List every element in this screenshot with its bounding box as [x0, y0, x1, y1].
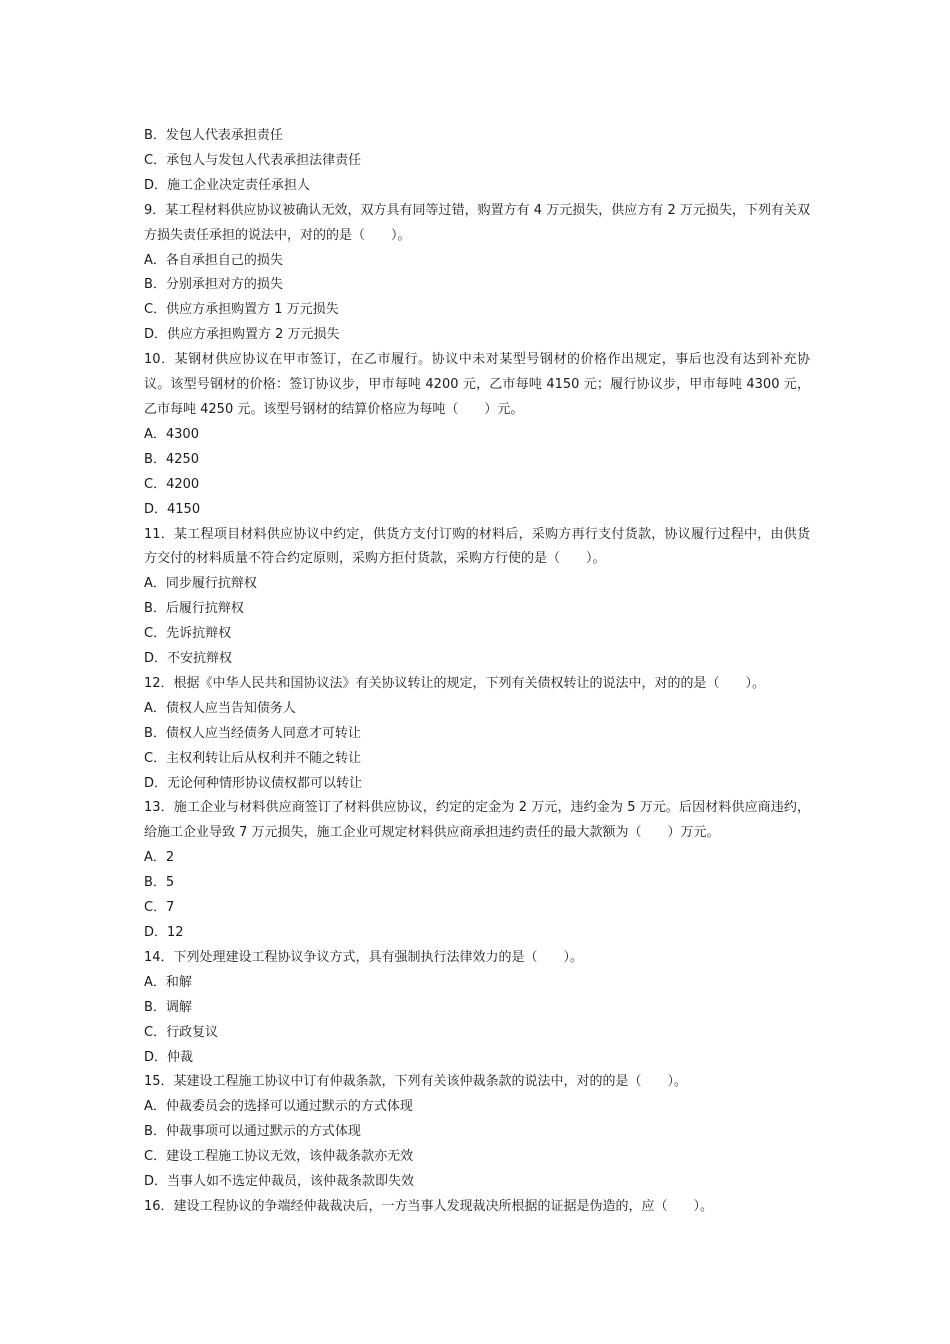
- question-text: 14．下列处理建设工程协议争议方式，具有强制执行法律效力的是（ ）。: [144, 949, 584, 965]
- answer-option: C．先诉抗辩权: [144, 626, 232, 642]
- question-text: 11．某工程项目材料供应协议中约定，供货方支付订购的材料后，采购方再行支付货款，协议履行过程中，由供货方交付的材料质量不符合约定原则，采购方拒付货款，采购方行使的是（ ）。: [144, 526, 810, 567]
- answer-option: B．5: [144, 875, 175, 891]
- answer-option: B．调解: [144, 999, 192, 1015]
- answer-option: D．4150: [144, 501, 201, 517]
- answer-option: C．行政复议: [144, 1024, 219, 1040]
- answer-option: B．仲裁事项可以通过默示的方式体现: [144, 1124, 361, 1140]
- answer-option: D．12: [144, 925, 184, 940]
- question-text: 13．施工企业与材料供应商签订了材料供应协议，约定的定金为 2 万元，违约金为 5 万元。后因材料供应商违约，给施工企业导致 7 万元损失，施工企业可规定材料供应商承担违约责任的最大款额为（ ）万元。: [144, 800, 810, 841]
- answer-option: A．2: [144, 850, 175, 866]
- question-text: 10．某钢材供应协议在甲市签订，在乙市履行。协议中未对某型号钢材的价格作出规定，事后也没有达到补充协议。该型号钢材的价格：签订协议步，甲市每吨 4200 元，乙市每吨 4150 元；履行协议步，甲市每吨 4300 元，乙市每吨 4250 元。该型号钢材的结算价格应为每吨（ ）元。: [144, 352, 810, 417]
- answer-option: C．7: [144, 900, 175, 916]
- answer-option: A．债权人应当告知债务人: [144, 700, 296, 716]
- answer-option: B．发包人代表承担责任: [144, 128, 283, 143]
- answer-option: C．建设工程施工协议无效，该仲裁条款亦无效: [144, 1149, 414, 1165]
- answer-option: D．无论何种情形协议债权都可以转让: [144, 775, 363, 791]
- answer-option: C．供应方承担购置方 1 万元损失: [144, 302, 339, 318]
- question-text: 12．根据《中华人民共和国协议法》有关协议转让的规定，下列有关债权转让的说法中，对的的是（ ）。: [144, 675, 766, 691]
- answer-option: A．同步履行抗辩权: [144, 576, 257, 592]
- answer-option: D．供应方承担购置方 2 万元损失: [144, 327, 340, 343]
- answer-option: B．后履行抗辩权: [144, 601, 244, 617]
- question-text: 16．建设工程协议的争端经仲裁裁决后，一方当事人发现裁决所根据的证据是伪造的，应（ ）。: [144, 1198, 714, 1214]
- answer-option: A．和解: [144, 974, 192, 990]
- document-body: [144, 124, 810, 1220]
- answer-option: C．承包人与发包人代表承担法律责任: [144, 152, 362, 168]
- question-text: 15．某建设工程施工协议中订有仲裁条款，下列有关该仲裁条款的说法中，对的的是（ ）。: [144, 1074, 688, 1090]
- answer-option: A．仲裁委员会的选择可以通过默示的方式体现: [144, 1099, 413, 1115]
- answer-option: A．4300: [144, 426, 199, 442]
- question-text: 9．某工程材料供应协议被确认无效，双方具有同等过错，购置方有 4 万元损失，供应方有 2 万元损失，下列有关双方损失责任承担的说法中，对的的是（ ）。: [144, 202, 810, 243]
- answer-option: A．各自承担自己的损失: [144, 252, 283, 268]
- answer-option: B．债权人应当经债务人同意才可转让: [144, 725, 361, 741]
- answer-option: D．仲裁: [144, 1049, 194, 1065]
- answer-option: B．4250: [144, 451, 200, 467]
- answer-option: D．施工企业决定责任承担人: [144, 177, 311, 193]
- answer-option: C．4200: [144, 476, 200, 492]
- answer-option: B．分别承担对方的损失: [144, 277, 283, 293]
- answer-option: C．主权利转让后从权利并不随之转让: [144, 750, 362, 766]
- answer-option: D．不安抗辩权: [144, 651, 233, 667]
- answer-option: D．当事人如不选定仲裁员，该仲裁条款即失效: [144, 1174, 415, 1190]
